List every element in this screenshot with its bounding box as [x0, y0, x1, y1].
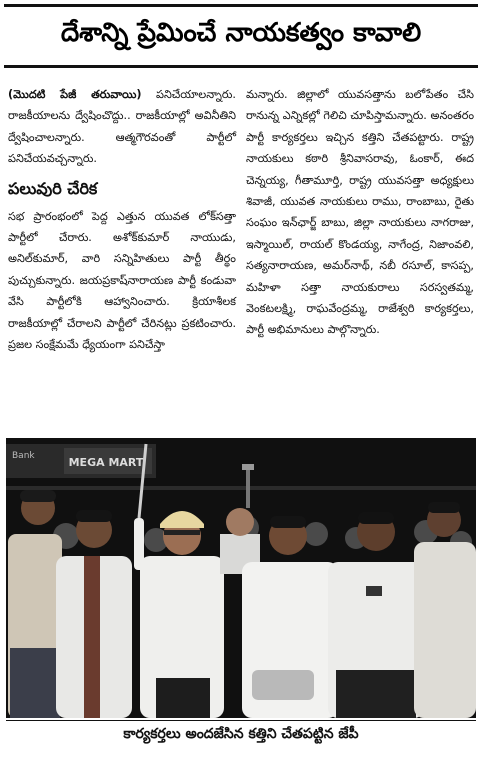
headline-banner: [4, 4, 478, 68]
photo-illustration: [6, 438, 476, 718]
paragraph-3: మన్నారు. జిల్లాలో యువసత్తాను బలోపేతం చేసి రానున్న ఎన్నికల్లో గెలిచి చూపిస్తామన్నారు. అనంతరం పార్టీ కార్యకర్తలు ఇచ్చిన కత్తిని చేతపట్టారు. రాష్ట్ర నాయకులు కఠారి శ్రీనివాసరావు, ఓంకార్, ఈద చెన్నయ్య, గీతామూర్తి, రాష్ట్ర యువసత్తా అధ్యక్షులు శివాజీ, యువత నాయకులు రాము, రాంబాబు, రైతు సంఘం ఇన్‌ఛార్జ్ బాబు, జిల్లా నాయకులు నాగరాజు, ఇస్మాయిల్, రాయల్ కొండయ్య, నాగేంద్ర, నిజాంవలి, సత్యనారాయణ, అమర్‌నాథ్, నబీ రసూల్, కాసప్ప, మహిళా సత్తా నాయకురాలు సరస్వతమ్మ, వెంకటలక్ష్మి, రాఘవేంద్రమ్మ, రాజేశ్వరి కార్యకర్తలు, పార్టీ అభిమానులు పాల్గొన్నారు.: [246, 88, 474, 337]
paragraph-2: సభ ప్రారంభంలో పెద్ద ఎత్తున యువత లోక్‌సత్తా పార్టీలో చేరారు. అశోక్‌కుమార్ నాయుడు, అనిల్‌కుమార్, వారి సన్నిహితులు పార్టీ తీర్థం పుచ్చుకున్నారు. జయప్రకాష్‌నారాయణ పార్టీ కండువా వేసి పార్టీలోకి ఆహ్వానించారు. క్రియాశీలక రాజకీయాల్లో చేరాలని పార్టీలో చేరినట్లు ప్రకటించారు. ప్రజల సంక్షేమమే ధ్యేయంగా పనిచేస్తా: [8, 209, 236, 352]
article-column-right: [246, 84, 474, 341]
paragraph-1-text: పనిచేయాలన్నారు. రాజకీయాలను ద్వేషించొద్దు.. రాజకీయాల్లో అవినీతిని ద్వేషించాలన్నారు. ఆత్మగౌరవంతో పార్టీలో పనిచేయవచ్చన్నారు.: [8, 88, 236, 166]
paragraph-1: [8, 84, 236, 170]
article-column-left: [8, 84, 236, 355]
caption-rule: [6, 720, 476, 721]
headline: దేశాన్ని ప్రేమించే నాయకత్వం కావాలి: [60, 18, 422, 48]
news-photo: [6, 438, 476, 718]
photo-caption: కార్యకర్తలు అందజేసిన కత్తిని చేతపట్టిన జేపీ: [123, 726, 359, 742]
sign-text-left: Bank: [12, 451, 35, 461]
subheading: పలువురి చేరిక: [8, 178, 98, 198]
sign-text: MEGA MART: [68, 456, 144, 469]
continuation-note: (మొదటి పేజీ తరువాయి): [8, 88, 142, 101]
